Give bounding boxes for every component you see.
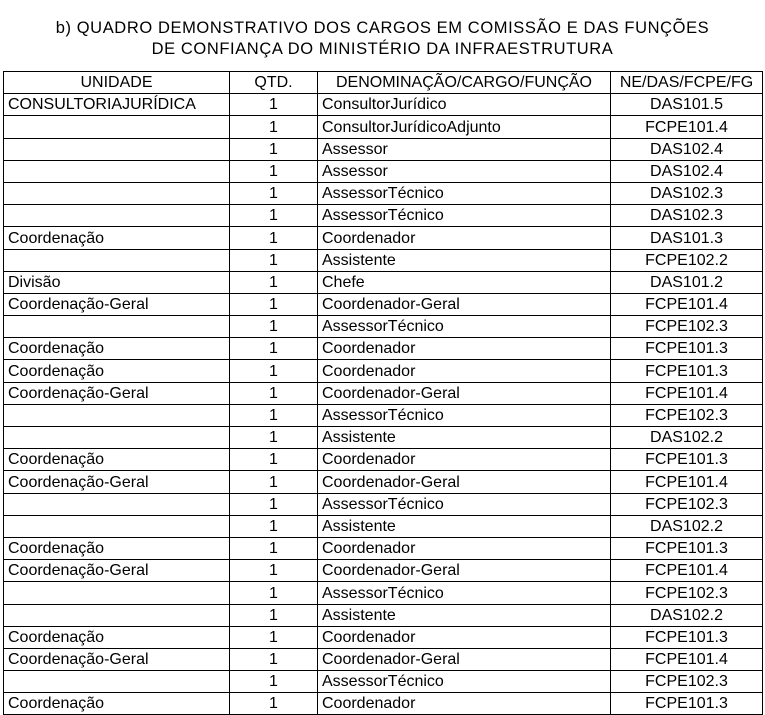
cell-unidade: Coordenação-Geral <box>4 382 230 404</box>
cell-denominacao: Coordenador <box>318 693 611 715</box>
cell-unidade: Coordenação-Geral <box>4 471 230 493</box>
cell-nivel: FCPE102.3 <box>611 671 763 693</box>
cell-unidade <box>4 138 230 160</box>
cell-qtd: 1 <box>230 338 318 360</box>
title-line-2: DE CONFIANÇA DO MINISTÉRIO DA INFRAESTRUTURA <box>151 40 614 58</box>
cell-qtd: 1 <box>230 404 318 426</box>
cell-nivel: FCPE101.3 <box>611 693 763 715</box>
table-row <box>4 648 763 670</box>
cell-nivel: FCPE101.3 <box>611 537 763 559</box>
cell-nivel: FCPE101.3 <box>611 338 763 360</box>
table-row <box>4 94 763 116</box>
table-row <box>4 138 763 160</box>
cell-unidade: Coordenação-Geral <box>4 648 230 670</box>
cell-qtd: 1 <box>230 604 318 626</box>
cell-unidade: Coordenação <box>4 537 230 559</box>
cell-denominacao: AssessorTécnico <box>318 182 611 204</box>
header-qtd: QTD. <box>230 72 318 94</box>
cell-unidade <box>4 493 230 515</box>
cell-denominacao: Coordenador-Geral <box>318 560 611 582</box>
cell-unidade: Coordenação <box>4 338 230 360</box>
table-row <box>4 604 763 626</box>
cell-denominacao: Coordenador <box>318 360 611 382</box>
cell-denominacao: Chefe <box>318 271 611 293</box>
cell-nivel: FCPE101.4 <box>611 648 763 670</box>
cell-nivel: DAS102.4 <box>611 138 763 160</box>
cell-qtd: 1 <box>230 160 318 182</box>
table-row <box>4 249 763 271</box>
cell-unidade: CONSULTORIAJURÍDICA <box>4 94 230 116</box>
cell-nivel: DAS102.2 <box>611 427 763 449</box>
cell-qtd: 1 <box>230 227 318 249</box>
cell-nivel: DAS101.3 <box>611 227 763 249</box>
table-row <box>4 293 763 315</box>
cell-denominacao: Coordenador <box>318 449 611 471</box>
cell-unidade: Coordenação <box>4 449 230 471</box>
cell-denominacao: Assessor <box>318 160 611 182</box>
cell-nivel: FCPE102.3 <box>611 582 763 604</box>
cell-nivel: DAS102.3 <box>611 205 763 227</box>
cell-denominacao: Coordenador <box>318 537 611 559</box>
cell-qtd: 1 <box>230 471 318 493</box>
cell-qtd: 1 <box>230 249 318 271</box>
cell-qtd: 1 <box>230 94 318 116</box>
cell-qtd: 1 <box>230 449 318 471</box>
table-row <box>4 449 763 471</box>
table-row <box>4 560 763 582</box>
table-row <box>4 382 763 404</box>
table-row <box>4 493 763 515</box>
table-row <box>4 116 763 138</box>
cell-unidade <box>4 427 230 449</box>
cell-denominacao: Coordenador-Geral <box>318 471 611 493</box>
header-nivel: NE/DAS/FCPE/FG <box>611 72 763 94</box>
cell-denominacao: Assistente <box>318 427 611 449</box>
cell-nivel: FCPE102.2 <box>611 249 763 271</box>
cell-unidade <box>4 404 230 426</box>
table-row <box>4 471 763 493</box>
table-row <box>4 515 763 537</box>
table-row <box>4 160 763 182</box>
cell-unidade <box>4 116 230 138</box>
cell-denominacao: AssessorTécnico <box>318 205 611 227</box>
cell-qtd: 1 <box>230 205 318 227</box>
document-title <box>0 18 765 60</box>
cell-unidade: Coordenação-Geral <box>4 560 230 582</box>
cell-nivel: FCPE102.3 <box>611 316 763 338</box>
cell-qtd: 1 <box>230 138 318 160</box>
cell-nivel: FCPE102.3 <box>611 404 763 426</box>
table-row <box>4 360 763 382</box>
cell-nivel: FCPE101.3 <box>611 449 763 471</box>
cell-qtd: 1 <box>230 116 318 138</box>
cell-qtd: 1 <box>230 493 318 515</box>
table-row <box>4 537 763 559</box>
cell-qtd: 1 <box>230 582 318 604</box>
cell-qtd: 1 <box>230 293 318 315</box>
cell-unidade <box>4 582 230 604</box>
cell-qtd: 1 <box>230 427 318 449</box>
cell-denominacao: Coordenador-Geral <box>318 293 611 315</box>
cell-qtd: 1 <box>230 560 318 582</box>
cell-qtd: 1 <box>230 316 318 338</box>
cell-denominacao: ConsultorJurídicoAdjunto <box>318 116 611 138</box>
cell-nivel: FCPE101.4 <box>611 471 763 493</box>
cell-nivel: FCPE102.3 <box>611 493 763 515</box>
cell-qtd: 1 <box>230 271 318 293</box>
cell-unidade: Divisão <box>4 271 230 293</box>
cell-unidade <box>4 249 230 271</box>
cell-unidade <box>4 182 230 204</box>
table-row <box>4 271 763 293</box>
cell-unidade: Coordenação <box>4 693 230 715</box>
header-unidade: UNIDADE <box>4 72 230 94</box>
cell-nivel: DAS101.5 <box>611 94 763 116</box>
cell-nivel: FCPE101.3 <box>611 626 763 648</box>
cell-qtd: 1 <box>230 693 318 715</box>
cell-nivel: DAS102.2 <box>611 604 763 626</box>
cell-unidade: Coordenação <box>4 360 230 382</box>
cell-denominacao: Coordenador <box>318 626 611 648</box>
cell-denominacao: Coordenador <box>318 338 611 360</box>
cell-denominacao: AssessorTécnico <box>318 582 611 604</box>
cell-unidade: Coordenação <box>4 227 230 249</box>
cell-qtd: 1 <box>230 648 318 670</box>
cell-nivel: DAS102.4 <box>611 160 763 182</box>
table-row <box>4 316 763 338</box>
cell-qtd: 1 <box>230 515 318 537</box>
title-line-1: b) QUADRO DEMONSTRATIVO DOS CARGOS EM COMISSÃO E DAS FUNÇÕES <box>55 19 710 37</box>
cell-nivel: FCPE101.4 <box>611 116 763 138</box>
cell-unidade <box>4 205 230 227</box>
table-row <box>4 671 763 693</box>
cell-denominacao: ConsultorJurídico <box>318 94 611 116</box>
cell-nivel: FCPE101.4 <box>611 382 763 404</box>
cell-denominacao: Assessor <box>318 138 611 160</box>
cell-qtd: 1 <box>230 182 318 204</box>
cell-qtd: 1 <box>230 360 318 382</box>
table-row <box>4 693 763 715</box>
cell-unidade <box>4 604 230 626</box>
cell-nivel: FCPE101.4 <box>611 293 763 315</box>
cell-denominacao: AssessorTécnico <box>318 671 611 693</box>
table-row <box>4 182 763 204</box>
cell-unidade: Coordenação-Geral <box>4 293 230 315</box>
cell-nivel: FCPE101.3 <box>611 360 763 382</box>
cell-unidade: Coordenação <box>4 626 230 648</box>
table-row <box>4 626 763 648</box>
table-row <box>4 338 763 360</box>
cell-unidade <box>4 316 230 338</box>
table-row <box>4 205 763 227</box>
cell-denominacao: Coordenador <box>318 227 611 249</box>
cell-unidade <box>4 160 230 182</box>
cell-denominacao: AssessorTécnico <box>318 404 611 426</box>
cell-denominacao: Assistente <box>318 515 611 537</box>
cell-denominacao: AssessorTécnico <box>318 493 611 515</box>
cell-qtd: 1 <box>230 537 318 559</box>
cell-nivel: DAS102.2 <box>611 515 763 537</box>
table-row <box>4 582 763 604</box>
cell-denominacao: Coordenador-Geral <box>318 648 611 670</box>
cell-qtd: 1 <box>230 626 318 648</box>
cell-unidade <box>4 515 230 537</box>
table-row <box>4 427 763 449</box>
cell-unidade <box>4 671 230 693</box>
cell-qtd: 1 <box>230 671 318 693</box>
cell-nivel: DAS102.3 <box>611 182 763 204</box>
positions-table <box>3 71 763 715</box>
cell-denominacao: Assistente <box>318 604 611 626</box>
cell-denominacao: AssessorTécnico <box>318 316 611 338</box>
cell-denominacao: Assistente <box>318 249 611 271</box>
table-row <box>4 227 763 249</box>
cell-qtd: 1 <box>230 382 318 404</box>
table-header-row <box>4 72 763 94</box>
header-denominacao: DENOMINAÇÃO/CARGO/FUNÇÃO <box>318 72 611 94</box>
table-row <box>4 404 763 426</box>
cell-nivel: FCPE101.4 <box>611 560 763 582</box>
cell-nivel: DAS101.2 <box>611 271 763 293</box>
cell-denominacao: Coordenador-Geral <box>318 382 611 404</box>
table-body <box>4 94 763 715</box>
